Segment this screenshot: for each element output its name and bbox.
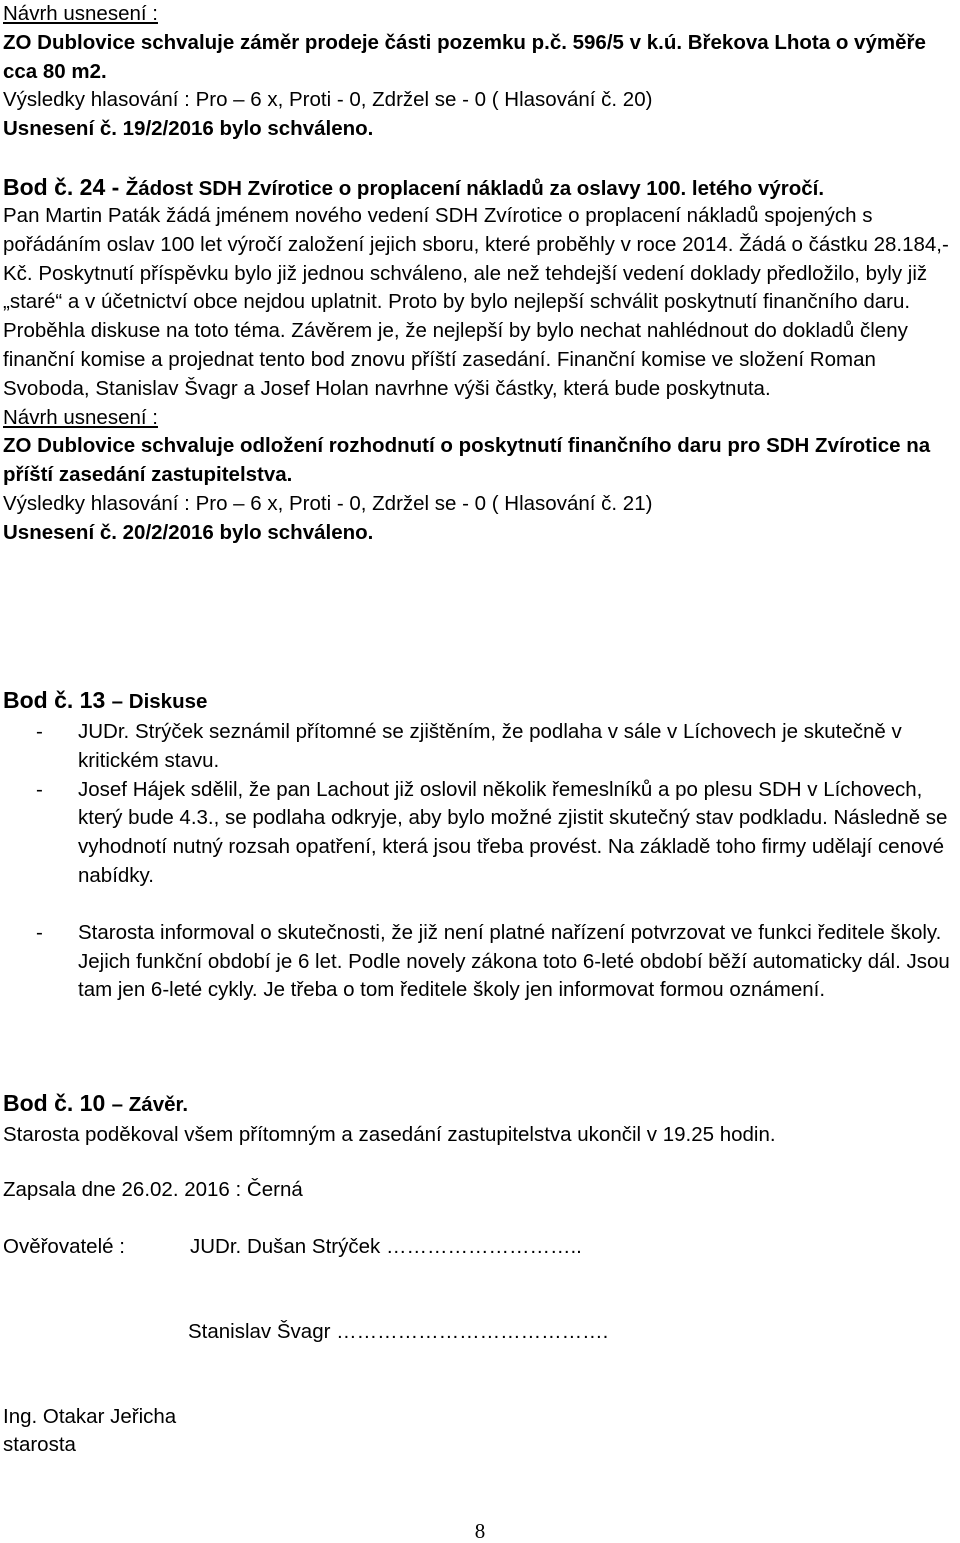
list-item <box>3 776 958 891</box>
section-title: Žádost SDH Zvírotice o proplacení nákladů za oslavy 100. letého výročí. <box>125 177 825 200</box>
section-heading <box>3 684 958 718</box>
list-item-text: Josef Hájek sdělil, že pan Lachout již oslovil několik řemeslníků a po plesu SDH v Líchovech, který bude 4.3., se podlaha odkryje, aby bylo možné zjistit skutečný stav podkladu. Následně se vyhodnotí nutný rozsah opatření, která jsou třeba provést. Na základě toho firmy udělají cenové nabídky. <box>78 777 948 887</box>
proposal-text: ZO Dublovice schvaluje odložení rozhodnutí o poskytnutí finančního daru pro SDH Zvírotice na příští zasedání zastupitelstva. <box>3 434 931 487</box>
verifier-signature-line: Stanislav Švagr …………………………………. <box>188 1320 609 1343</box>
section-bod-10 <box>3 1087 958 1150</box>
resolution-text: Usnesení č. 19/2/2016 bylo schváleno. <box>3 117 374 141</box>
section-previous <box>3 0 958 144</box>
vote-result: Výsledky hlasování : Pro – 6 x, Proti - 0, Zdržel se - 0 ( Hlasování č. 21) <box>3 491 653 515</box>
recorded-by: Zapsala dne 26.02. 2016 : Černá <box>3 1178 303 1201</box>
section-bod-24 <box>3 172 958 548</box>
mayor-name: Ing. Otakar Jeřicha <box>3 1405 177 1428</box>
list-item <box>3 919 958 1005</box>
section-body: Starosta poděkoval všem přítomným a zasedání zastupitelstva ukončil v 19.25 hodin. <box>3 1123 776 1146</box>
list-dash: - <box>36 777 43 801</box>
proposal-label: Návrh usnesení : <box>3 2 158 25</box>
proposal-label: Návrh usnesení : <box>3 405 158 429</box>
verifiers-label: Ověřovatelé : <box>3 1235 125 1258</box>
resolution-text: Usnesení č. 20/2/2016 bylo schváleno. <box>3 520 374 544</box>
section-title: – Diskuse <box>111 690 208 713</box>
verifier-signature-line: JUDr. Dušan Strýček ……………………….. <box>190 1235 582 1258</box>
list-dash: - <box>36 720 43 743</box>
mayor-title: starosta <box>3 1433 76 1456</box>
page-number: 8 <box>474 1519 486 1543</box>
list-dash: - <box>36 920 43 944</box>
section-number: Bod č. 24 - <box>3 174 126 200</box>
section-body: Pan Martin Paták žádá jménem nového vedení SDH Zvírotice o proplacení nákladů spojených s pořádáním oslav 100 let výročí založení jejich sboru, které proběhly v roce 2014. Žádá o částku 28.184,- Kč. Poskytnutí příspěvku bylo již jednou schváleno, ale než tehdejší vedení doklady předložilo, byly již „staré“ a v účetnictví obce nejdou uplatnit. Proto by bylo nejlepší schválit poskytnutí finančního daru. Proběhla diskuse na toto téma. Závěrem je, že nejlepší by bylo nechat nahlédnout do dokladů členy finanční komise a projednat tento bod znovu příští zasedání. Finanční komise ve složení Roman Svoboda, Stanislav Švagr a Josef Holan navrhne výši částky, která bude poskytnuta. <box>3 204 949 400</box>
section-bod-13 <box>3 684 958 1005</box>
list-item-text: JUDr. Strýček seznámil přítomné se zjištěním, že podlaha v sále v Líchovech je skutečně v kritickém stavu. <box>78 720 902 772</box>
list-item <box>3 718 958 776</box>
section-number: Bod č. 10 <box>3 1090 112 1116</box>
proposal-text: ZO Dublovice schvaluje záměr prodeje části pozemku p.č. 596/5 v k.ú. Břekova Lhota o výměře cca 80 m2. <box>3 30 926 83</box>
section-title: – Závěr. <box>111 1093 189 1116</box>
list-item-text: Starosta informoval o skutečnosti, že již není platné nařízení potvrzovat ve funkci ředitele školy. Jejich funkční období je 6 let. Podle novely zákona toto 6-leté období běží automaticky dál. Jsou tam jen 6-leté cykly. Je třeba o tom ředitele školy jen informovat formou oznámení. <box>78 920 950 1002</box>
section-heading <box>3 1087 958 1121</box>
section-heading <box>3 172 958 204</box>
vote-result: Výsledky hlasování : Pro – 6 x, Proti - 0, Zdržel se - 0 ( Hlasování č. 20) <box>3 88 653 112</box>
section-number: Bod č. 13 <box>3 687 112 713</box>
